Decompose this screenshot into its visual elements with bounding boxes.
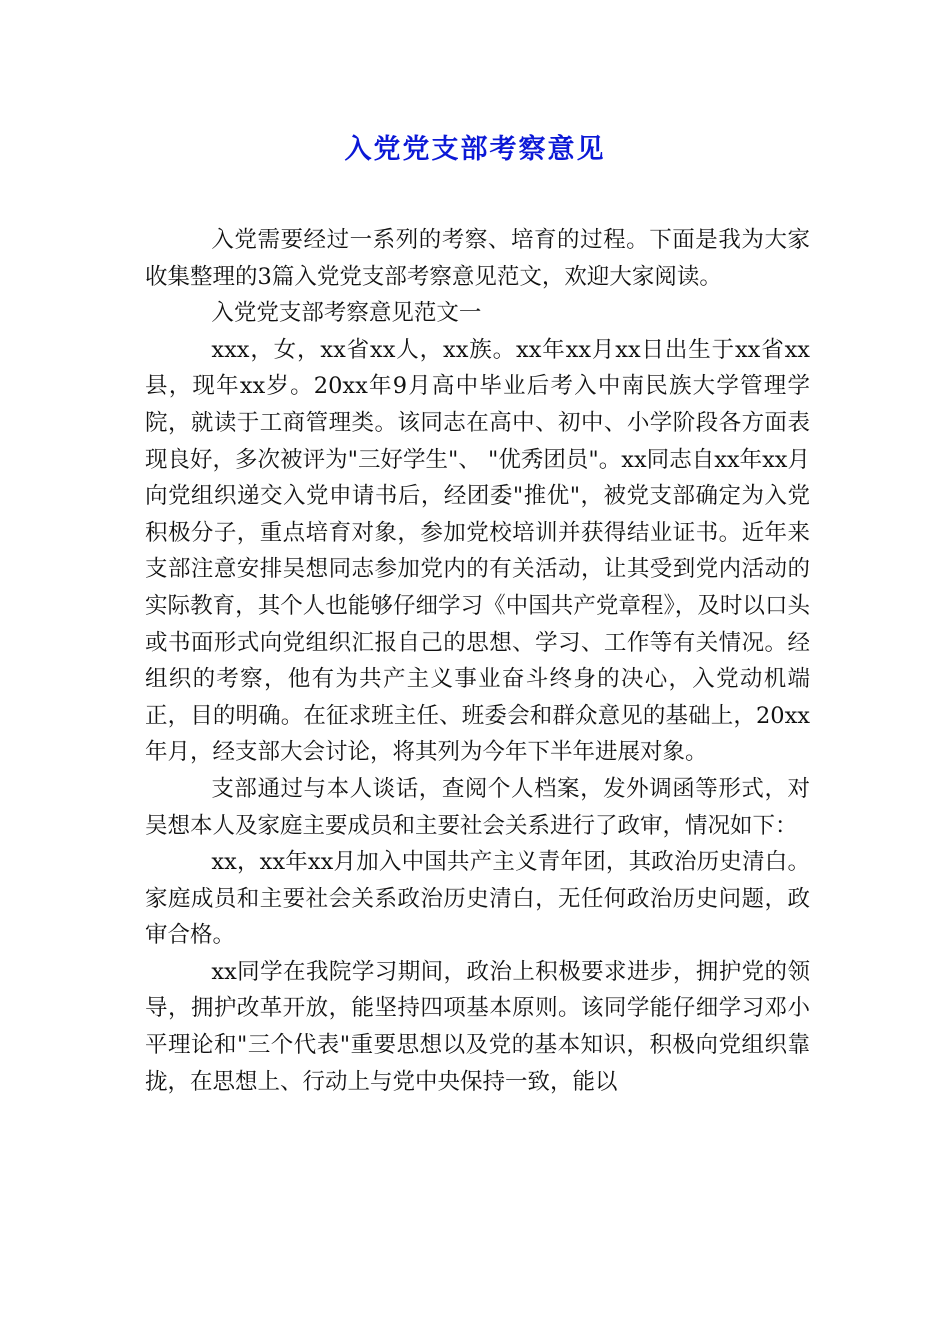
document-body [145, 222, 810, 1100]
body-paragraph: xx同学在我院学习期间，政治上积极要求进步，拥护党的领导，拥护改革开放，能坚持四项基本原则。该同学能仔细学习邓小平理论和"三个代表"重要思想以及党的基本知识，积极向党组织靠拢，在思想上、行动上与党中央保持一致，能以 [145, 958, 810, 1095]
document-title: 入党党支部考察意见 [344, 134, 606, 165]
body-paragraph: xxx，女，xx省xx人，xx族。xx年xx月xx日出生于xx省xx县，现年xx岁。20xx年9月高中毕业后考入中南民族大学管理学院，就读于工商管理类。该同志在高中、初中、小学阶段各方面表现良好，多次被评为"三好学生"、 "优秀团员"。xx同志自xx年xx月向党组织递交入党申请书后，经团委"推优"，被党支部确定为入党积极分子，重点培育对象，参加党校培训并获得结业证书。近年来支部注意安排吴想同志参加党内的有关活动，让其受到党内活动的实际教育，其个人也能够仔细学习《中国共产党章程》，及时以口头或书面形式向党组织汇报自己的思想、学习、工作等有关情况。经组织的考察，他有为共产主义事业奋斗终身的决心，入党动机端正，目的明确。在征求班主任、班委会和群众意见的基础上，20xx年月，经支部大会讨论，将其列为今年下半年进展对象。 [145, 336, 810, 766]
body-paragraph: 支部通过与本人谈话，查阅个人档案，发外调函等形式，对吴想本人及家庭主要成员和主要社会关系进行了政审，情况如下： [145, 775, 810, 839]
intro-paragraph: 入党需要经过一系列的考察、培育的过程。下面是我为大家收集整理的3篇入党党支部考察意见范文，欢迎大家阅读。 [145, 227, 810, 290]
section-heading: 入党党支部考察意见范文一 [211, 300, 482, 327]
body-paragraph: xx，xx年xx月加入中国共产主义青年团，其政治历史清白。家庭成员和主要社会关系政治历史清白，无任何政治历史问题，政审合格。 [145, 849, 810, 949]
